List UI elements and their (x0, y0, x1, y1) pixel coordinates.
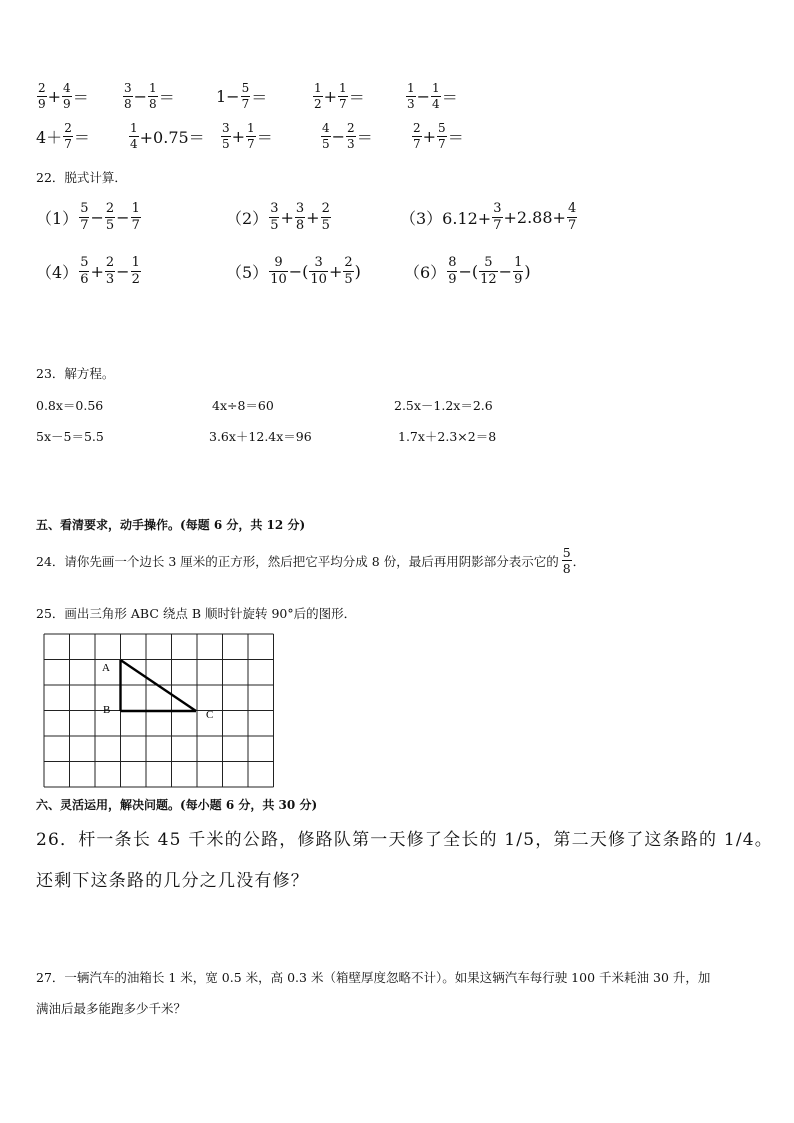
label-c: C (206, 709, 214, 721)
denominator: 5 (270, 217, 279, 233)
numerator: 2 (64, 121, 72, 135)
expr (405, 82, 458, 110)
q24-fraction: 5 8 (562, 545, 571, 577)
fraction (79, 202, 89, 232)
numerator: 1 (131, 201, 140, 216)
numerator: 4 (567, 201, 577, 216)
denominator: 8 (124, 96, 132, 111)
numerator: 3 (222, 121, 230, 135)
expr-text: + (231, 126, 246, 146)
denominator: 5 (321, 217, 330, 233)
numerator: 5 (80, 255, 89, 270)
q22-item (400, 202, 578, 232)
expr-text: ＝ (73, 127, 90, 147)
expr-text: 4＋ (36, 127, 63, 147)
label-a: A (102, 662, 110, 674)
expr-text: +0.75＝ (139, 127, 205, 147)
denominator: 7 (80, 217, 89, 233)
expr (320, 122, 373, 150)
fraction (241, 82, 251, 110)
expr-text: +2.88+ (503, 207, 566, 227)
denominator: 10 (270, 271, 287, 287)
expr-text: + (90, 261, 104, 281)
expr-text: （3）6.12+ (400, 208, 492, 228)
triangle-grid (43, 633, 275, 794)
denominator: 7 (64, 136, 72, 151)
denominator: 7 (493, 217, 502, 233)
denominator: 12 (480, 271, 497, 287)
expr-text: ＝ (251, 87, 268, 107)
expr-text: ＝ (447, 127, 464, 147)
expr (411, 122, 464, 150)
section-5-title: 五、看清要求，动手操作。(每题 6 分，共 12 分) (36, 518, 306, 532)
fraction (79, 256, 89, 286)
denominator: 5 (222, 136, 230, 151)
expr-text: 1− (216, 86, 240, 106)
expr-text: （1） (36, 208, 79, 228)
denominator: 5 (105, 217, 115, 233)
fraction (129, 122, 139, 150)
numerator: 5 (241, 81, 250, 95)
numerator: 5 (484, 255, 493, 270)
numerator: 2 (413, 121, 421, 135)
denominator: 5 (322, 136, 330, 151)
expr-text: ＝ (348, 87, 365, 107)
q22-item (36, 202, 142, 232)
expr-text: −( (458, 261, 479, 281)
expr (312, 82, 365, 110)
denominator: 7 (438, 136, 446, 151)
fraction (437, 122, 447, 150)
denominator: 2 (131, 271, 140, 287)
expr (36, 122, 90, 150)
q27-line-1: 27．一辆汽车的油箱长 1 米，宽 0.5 米，高 0.3 米（箱壁厚度忽略不计）。如果这辆汽车每行驶 100 千米耗油 30 升，加 (36, 970, 711, 985)
equation: 0.8x＝0.56 (36, 398, 104, 413)
expr-text: （4） (36, 262, 79, 282)
fraction (269, 256, 288, 286)
denominator: 3 (347, 136, 355, 151)
fraction (123, 82, 133, 110)
expr-text: + (280, 207, 294, 227)
expr (220, 122, 273, 150)
expr-text: + (328, 261, 343, 281)
denominator: 9 (63, 96, 71, 111)
q22-item (36, 256, 142, 286)
numerator: 1 (339, 81, 347, 95)
denominator: 6 (80, 271, 89, 287)
numerator: 3 (314, 255, 323, 270)
label-b: B (103, 704, 111, 716)
numerator: 8 (448, 255, 457, 270)
expr-text: − (498, 261, 513, 281)
fraction (37, 82, 47, 110)
denominator: 7 (247, 136, 255, 151)
numerator: 1 (432, 81, 440, 95)
numerator: 1 (131, 255, 140, 270)
expr-text: − (116, 261, 130, 281)
numerator: 1 (149, 81, 157, 95)
numerator: 3 (124, 81, 132, 95)
expr-text: ＝ (441, 87, 458, 107)
expr-text: − (133, 86, 148, 106)
fraction (343, 256, 353, 286)
fraction (295, 202, 305, 232)
denominator: 7 (131, 217, 140, 233)
denominator: 7 (339, 96, 347, 111)
numerator: 2 (105, 255, 115, 270)
numerator: 5 (438, 121, 446, 135)
fraction (62, 82, 72, 110)
grid-svg (43, 633, 275, 790)
fraction (431, 82, 441, 110)
q26-line-1: 26．杆一条长 45 千米的公路，修路队第一天修了全长的 1/5，第二天修了这条路的 1/4。 (36, 830, 773, 850)
expr-text: ＝ (72, 87, 89, 107)
expr-text: ＝ (256, 127, 273, 147)
fraction (63, 122, 73, 150)
numerator: 3 (295, 201, 305, 216)
fraction (447, 256, 457, 286)
equation: 5x－5＝5.5 (36, 429, 104, 444)
expr-text: （5） (226, 262, 269, 282)
fraction (105, 202, 115, 232)
numerator: 3 (270, 201, 279, 216)
denominator: 5 (344, 271, 353, 287)
denominator: 7 (413, 136, 421, 151)
q22-item (226, 256, 361, 286)
denominator: 3 (407, 96, 415, 111)
fraction (246, 122, 256, 150)
fraction (309, 256, 328, 286)
expr-text: （6） (404, 262, 447, 282)
denominator: 4 (130, 136, 138, 151)
equation: 4x÷8＝60 (212, 398, 274, 413)
q24: 24．请你先画一个边长 3 厘米的正方形，然后把它平均分成 8 份，最后再用阴影部分表示它的 5 8 ． (36, 545, 586, 577)
fraction (321, 122, 331, 150)
section-6-title: 六、灵活运用，解决问题。(每小题 6 分，共 30 分) (36, 798, 318, 812)
expr-text: + (422, 126, 437, 146)
denominator: 8 (295, 217, 305, 233)
fraction (492, 202, 502, 232)
numerator: 2 (344, 255, 353, 270)
q25-text: 25．画出三角形 ABC 绕点 B 顺时针旋转 90°后的图形． (36, 606, 357, 621)
equation: 3.6x＋12.4x＝96 (209, 429, 312, 444)
expr-text: ) (354, 261, 361, 281)
fraction (513, 256, 523, 286)
expr-text: ＝ (356, 127, 373, 147)
equation: 1.7x＋2.3×2＝8 (398, 429, 497, 444)
expr-text: − (116, 207, 130, 227)
fraction (567, 202, 577, 232)
numerator: 3 (493, 201, 502, 216)
numerator: 1 (514, 255, 523, 270)
expr (36, 82, 89, 110)
fraction (269, 202, 279, 232)
denominator: 7 (241, 96, 250, 111)
numerator: 1 (314, 81, 322, 95)
fraction (131, 256, 141, 286)
denominator: 10 (310, 271, 327, 287)
fraction (131, 202, 141, 232)
expr-text: （2） (226, 208, 269, 228)
fraction (479, 256, 498, 286)
numerator: 1 (407, 81, 415, 95)
fraction (221, 122, 231, 150)
fraction (148, 82, 158, 110)
q24-text: 24．请你先画一个边长 3 厘米的正方形，然后把它平均分成 8 份，最后再用阴影部分表示它的 (36, 553, 559, 569)
expr-text: ＝ (158, 87, 175, 107)
expr-text: ) (524, 261, 531, 281)
q22-title: 22．脱式计算． (36, 170, 127, 185)
numerator: 2 (38, 81, 46, 95)
q22-item (226, 202, 332, 232)
denominator: 4 (432, 96, 440, 111)
expr-text: −( (288, 261, 309, 281)
numerator: 2 (321, 201, 330, 216)
expr-text: − (331, 126, 346, 146)
numerator: 2 (105, 201, 115, 216)
expr-text: − (90, 207, 104, 227)
numerator: 1 (247, 121, 255, 135)
numerator: 4 (322, 121, 330, 135)
numerator: 9 (274, 255, 283, 270)
expr-text: + (306, 207, 320, 227)
expr-text: + (47, 86, 62, 106)
denominator: 9 (514, 271, 523, 287)
denominator: 3 (105, 271, 115, 287)
expr (128, 122, 205, 150)
equation: 2.5x－1.2x＝2.6 (394, 398, 493, 413)
fraction (105, 256, 115, 286)
fraction (338, 82, 348, 110)
q22-item (404, 256, 531, 286)
q23-title: 23．解方程。 (36, 366, 115, 381)
numerator: 5 (80, 201, 89, 216)
fraction (313, 82, 323, 110)
fraction (346, 122, 356, 150)
denominator: 2 (314, 96, 322, 111)
numerator: 1 (130, 121, 138, 135)
denominator: 7 (567, 217, 577, 233)
denominator: 9 (448, 271, 457, 287)
expr-text: − (416, 86, 431, 106)
denominator: 8 (149, 96, 157, 111)
numerator: 4 (63, 81, 71, 95)
fraction (321, 202, 331, 232)
numerator: 2 (347, 121, 355, 135)
fraction (406, 82, 416, 110)
fraction (412, 122, 422, 150)
denominator: 9 (38, 96, 46, 111)
q26-line-2: 还剩下这条路的几分之几没有修？ (36, 871, 309, 891)
q27-line-2: 满油后最多能跑多少千米？ (36, 1001, 187, 1016)
expr-text: + (323, 86, 338, 106)
expr (122, 82, 175, 110)
expr (216, 82, 267, 110)
